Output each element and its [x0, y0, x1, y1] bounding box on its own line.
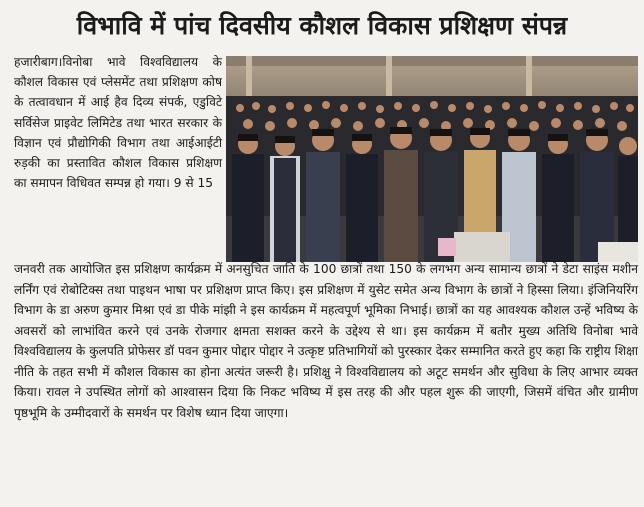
article-headline: विभावि में पांच दिवसीय कौशल विकास प्रशिक्षण संपन्न [76, 11, 568, 40]
article-body-paragraph: जनवरी तक आयोजित इस प्रशिक्षण कार्यक्रम में अनसुचित जाति के 100 छात्रों तथा 150 के लगभग अन्य सामान्य छात्रों ने डेटा साइंस मशीन लर्निंग एवं रोबोटिक्स तथा पाइथन भाषा पर प्रशिक्षण प्राप्त किए। इस प्रशिक्षण में युसेट समेत अन्य विभाग के छात्रों ने हिस्सा लिया। इंजिनियरिंग विभाग के डा अरुण कुमार मिश्रा एवं डा पीके मांझी ने इस कार्यक्रम में महत्वपूर्ण भूमिका निभाई। छात्रों का यह आवश्यक कौशल उन्हें भविष्य के अवसरों को लाभांवित करने एवं उनके रोजगार क्षमता सशक्त करने के उद्देश्य से था। इस कार्यक्रम में बतौर मुख्य अतिथि विनोबा भावे विश्वविद्यालय के कुलपति प्रोफेसर डॉ पवन कुमार पोद्दार पोद्दार ने उत्कृष्ट प्रतिभागियों को पुरस्कार देकर सम्मानित करते हुए कहा कि राष्ट्रीय शिक्षा नीति के तहत सभी में कौशल विकास का होना अत्यंत जरूरी है। प्रशिक्षु ने विश्वविद्यालय को अटूट समर्थन और सुविधा के लिए आभार व्यक्त किया। रावल ने उपस्थित लोगों को आश्वासन दिया कि निकट भविष्य में इस तरह की और पहल शुरू की जाएगी, जिसमें वंचित और ग्रामीण पृष्ठभूमि के उम्मीदवारों के समर्थन पर विशेष ध्यान दिया जाएगा। [14, 262, 638, 420]
article-intro-paragraph: हजारीबाग।विनोबा भावे विश्वविद्यालय के कौशल विकास एवं प्लेसमेंट तथा प्रशिक्षण कोष के तत्वावधान में आई हैव दिव्य संपर्क, एडुविटे सर्विसेज प्राइवेट लिमिटेड तथा भारत सरकार के विज्ञान एवं प्रौद्योगिकी विभाग तथा आईआईटी रुड़की का प्रस्तावित कौशल विकास प्रशिक्षण का समापन विधिवत सम्पन्न हो गया। 9 से 15 [14, 55, 222, 191]
event-photo-illustration [226, 56, 638, 262]
event-photo [226, 56, 638, 262]
